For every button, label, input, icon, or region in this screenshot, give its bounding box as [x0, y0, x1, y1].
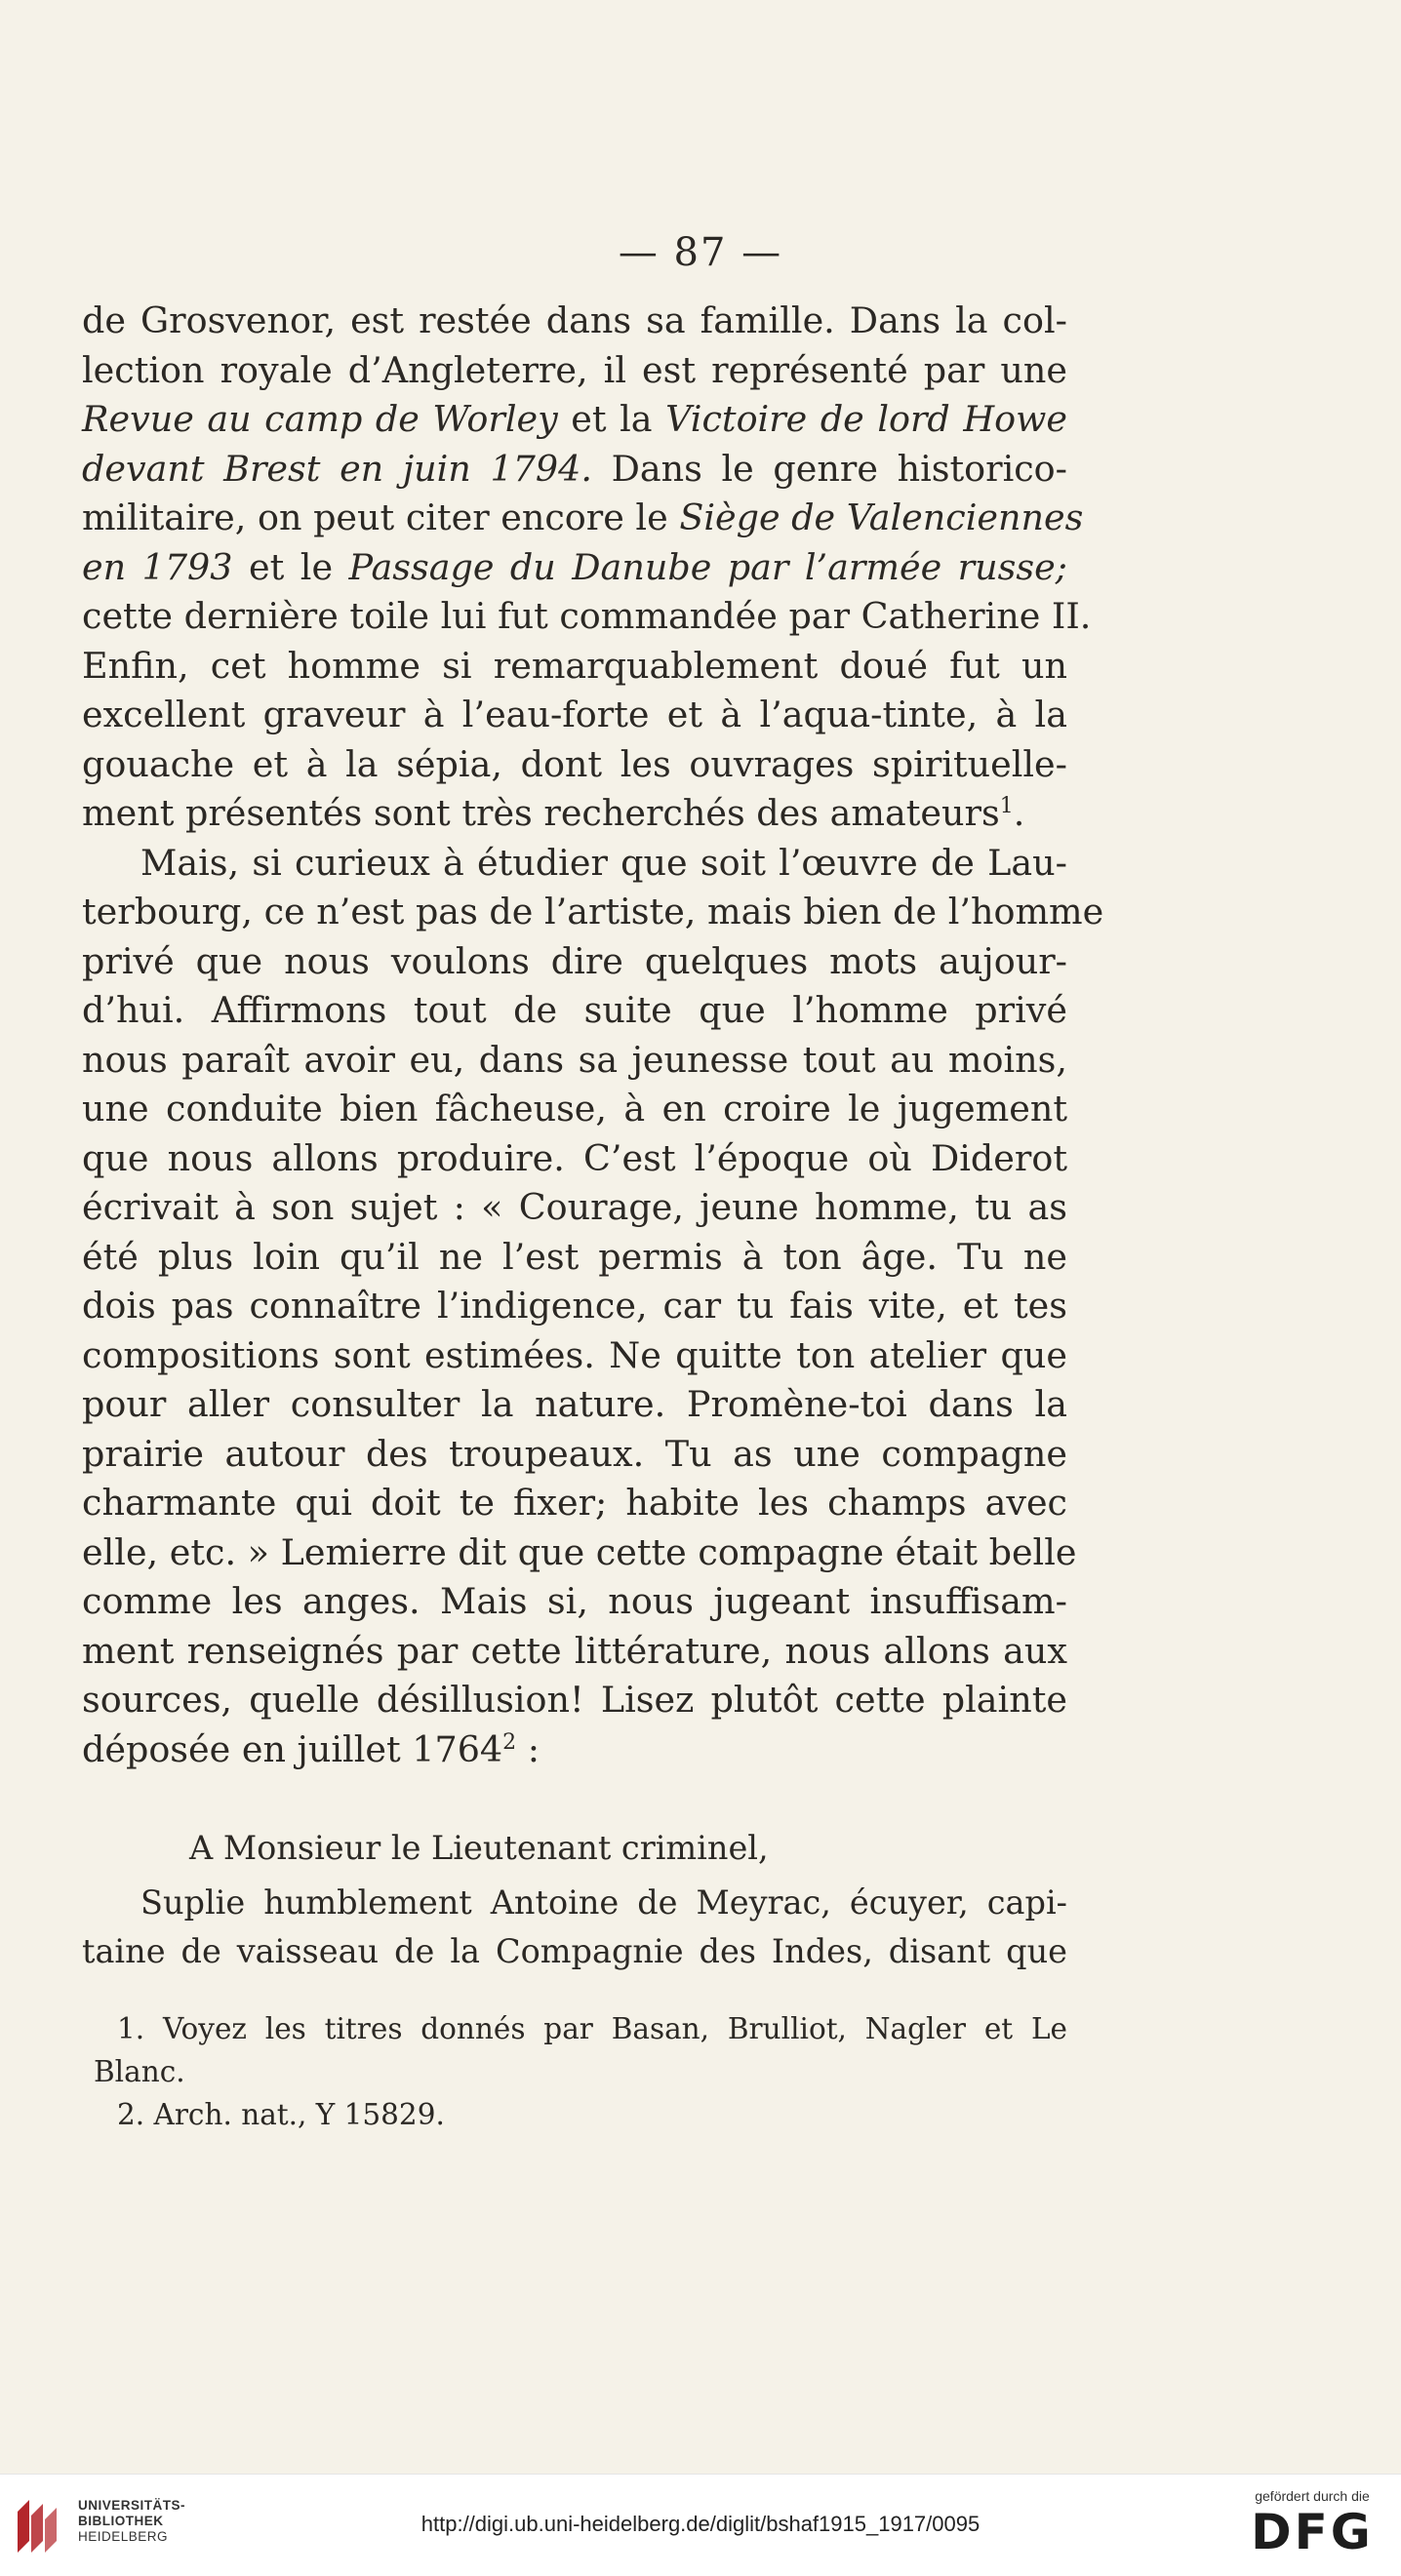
digitization-footer: [0, 2474, 1401, 2576]
text-line: été plus loin qu’il ne l’est permis à ton âge. Tu ne: [82, 1235, 1067, 1278]
text-line: déposée en juillet 1764$^2$ :: [82, 1727, 540, 1770]
text-line: excellent graveur à l’eau-forte et à l’aqua-tinte, à la: [82, 694, 1067, 735]
dfg-logo: DFG: [1251, 2504, 1374, 2560]
text-line: écrivait à son sujet : « Courage, jeune homme, tu as: [82, 1186, 1067, 1228]
text-line: que nous allons produire. C’est l’époque où Diderot: [82, 1136, 1067, 1179]
text-line: Revue au camp de Worley et la Victoire de lord Howe: [82, 398, 1067, 440]
text-line: terbourg, ce n’est pas de l’artiste, mais bien de l’homme: [82, 891, 1104, 932]
main-text: [82, 297, 1104, 1774]
footnotes: [82, 2007, 1067, 2136]
library-name: UNIVERSITÄTS- BIBLIOTHEK HEIDELBERG: [78, 2498, 186, 2544]
text-line: elle, etc. » Lemierre dit que cette compagne était belle: [82, 1530, 1077, 1573]
text-line: Mais, si curieux à étudier que soit l’œuvre de Lau-: [140, 841, 1067, 884]
text-line: dois pas connaître l’indigence, car tu fais vite, et tes: [82, 1285, 1067, 1327]
text-line: en 1793 et le Passage du Danube par l’armée russe;: [82, 545, 1067, 588]
quote-line: Suplie humblement Antoine de Meyrac, écuyer, capi-: [140, 1883, 1067, 1922]
text-line: lection royale d’Angleterre, il est représenté par une: [82, 348, 1067, 391]
dfg-funding-badge: gefördert durch die DFG: [1239, 2488, 1385, 2560]
text-line: d’hui. Affirmons tout de suite que l’homme privé: [82, 989, 1067, 1031]
letter-addressee: A Monsieur le Lieutenant criminel,: [189, 1829, 769, 1867]
text-line: Enfin, cet homme si remarquablement doué fut un: [82, 644, 1067, 687]
text-line: militaire, on peut citer encore le Siège de Valenciennes: [82, 496, 1084, 538]
text-line: compositions sont estimées. Ne quitte ton atelier que: [82, 1333, 1067, 1376]
footnote-line: 2. Arch. nat., Y 15829.: [117, 2098, 445, 2131]
page-number: — 87 —: [618, 230, 783, 275]
text-line: prairie autour des troupeaux. Tu as une compagne: [82, 1432, 1067, 1475]
text-line: une conduite bien fâcheuse, à en croire le jugement: [82, 1088, 1067, 1129]
text-line: de Grosvenor, est restée dans sa famille. Dans la col-: [82, 299, 1067, 341]
permalink-url[interactable]: http://digi.ub.uni-heidelberg.de/diglit/bshaf1915_1917/0095: [420, 2512, 981, 2536]
text-line: comme les anges. Mais si, nous jugeant insuffisam-: [82, 1580, 1067, 1622]
text-line: pour aller consulter la nature. Promène-toi dans la: [82, 1383, 1067, 1425]
quoted-complaint: [82, 1879, 1067, 1976]
text-line: devant Brest en juin 1794. Dans le genre historico-: [82, 447, 1067, 490]
footnote-line: 1. Voyez les titres donnés par Basan, Brulliot, Nagler et Le: [117, 2012, 1067, 2045]
text-line: nous paraît avoir eu, dans sa jeunesse tout au moins,: [82, 1038, 1067, 1081]
text-line: ment renseignés par cette littérature, nous allons aux: [82, 1629, 1067, 1672]
text-line: charmante qui doit te fixer; habite les champs avec: [82, 1482, 1067, 1524]
quote-line: taine de vaisseau de la Compagnie des Indes, disant que: [82, 1932, 1067, 1970]
text-line: cette dernière toile lui fut commandée par Catherine II.: [82, 595, 1092, 637]
text-line: privé que nous voulons dire quelques mots aujour-: [82, 939, 1067, 982]
text-line: ment présentés sont très recherchés des amateurs$^1$.: [82, 792, 1025, 834]
text-line: sources, quelle désillusion! Lisez plutôt cette plainte: [82, 1679, 1067, 1721]
footnote-line: Blanc.: [94, 2055, 185, 2088]
text-line: gouache et à la sépia, dont les ouvrages spirituelle-: [82, 742, 1067, 785]
